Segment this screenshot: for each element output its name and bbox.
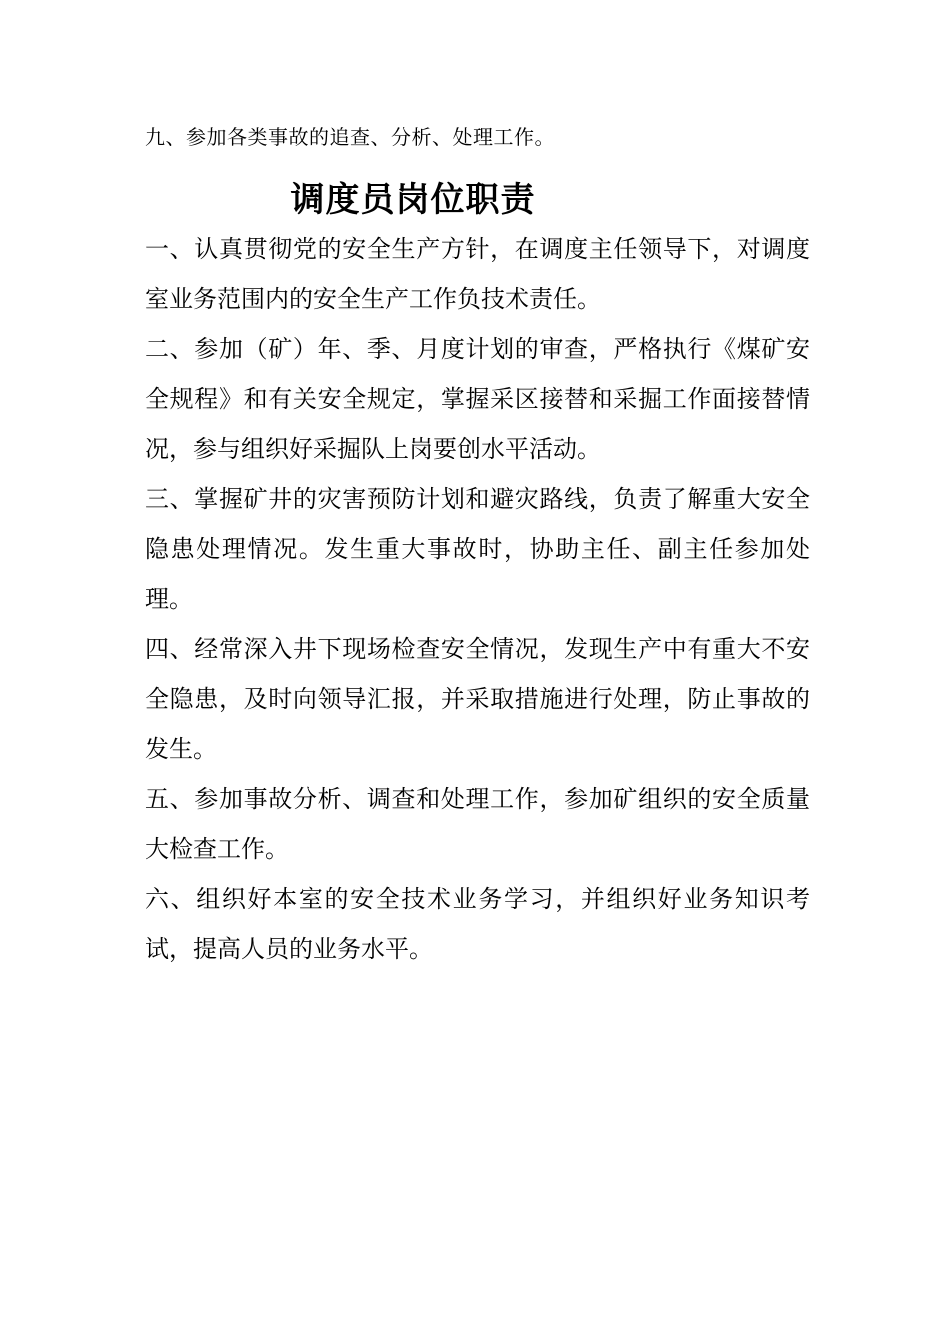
document-title: 调度员岗位职责 [290,180,536,220]
document-body [145,224,810,974]
paragraph-item-5: 五、参加事故分析、调查和处理工作，参加矿组织的安全质量大检查工作。 [145,785,810,863]
paragraph-item-6: 六、组织好本室的安全技术业务学习，并组织好业务知识考试，提高人员的业务水平。 [145,885,810,963]
paragraph-item-3: 三、掌握矿井的灾害预防计划和避灾路线，负责了解重大安全隐患处理情况。发生重大事故时，协助主任、副主任参加处理。 [145,485,810,613]
paragraph-item-4: 四、经常深入井下现场检查安全情况，发现生产中有重大不安全隐患，及时向领导汇报，并采取措施进行处理，防止事故的发生。 [145,635,810,763]
paragraph-item-1: 一、认真贯彻党的安全生产方针，在调度主任领导下，对调度室业务范围内的安全生产工作负技术责任。 [145,235,810,313]
paragraph-item-2: 二、参加（矿）年、季、月度计划的审查，严格执行《煤矿安全规程》和有关安全规定，掌握采区接替和采掘工作面接替情况，参与组织好采掘队上岗要创水平活动。 [145,335,810,463]
previous-item-text: 九、参加各类事故的追查、分析、处理工作。 [145,125,555,149]
